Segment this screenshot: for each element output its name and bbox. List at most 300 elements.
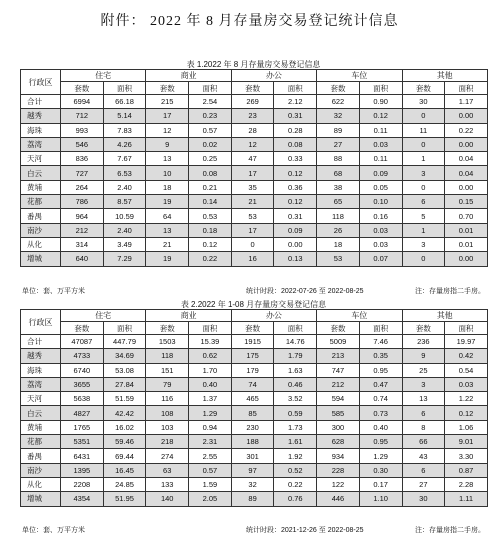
subheader-cell: 面积 [359, 82, 402, 95]
value-cell: 0.31 [274, 209, 317, 223]
group-header-cell: 商业 [146, 70, 231, 82]
district-cell: 黄埔 [21, 420, 61, 434]
value-cell: 0.70 [445, 209, 488, 223]
value-cell: 0.40 [189, 377, 232, 391]
value-cell: 1915 [231, 335, 274, 349]
value-cell: 13 [146, 152, 189, 166]
value-cell: 7.67 [103, 152, 146, 166]
value-cell: 47 [231, 152, 274, 166]
value-cell: 0.03 [359, 223, 402, 237]
value-cell: 0.23 [189, 109, 232, 123]
value-cell: 53 [317, 252, 360, 266]
value-cell: 546 [61, 137, 104, 151]
value-cell: 0 [402, 252, 445, 266]
value-cell: 0.03 [445, 377, 488, 391]
value-cell: 10.59 [103, 209, 146, 223]
value-cell: 727 [61, 166, 104, 180]
group-header-cell: 其他 [402, 310, 487, 322]
value-cell: 59.46 [103, 435, 146, 449]
value-cell: 0.46 [274, 377, 317, 391]
district-cell: 荔湾 [21, 137, 61, 151]
value-cell: 0.21 [189, 180, 232, 194]
value-cell: 7.46 [359, 335, 402, 349]
value-cell: 712 [61, 109, 104, 123]
value-cell: 42.42 [103, 406, 146, 420]
table-1-period: 统计时段：2022-07-26 至 2022-08-25 [246, 288, 364, 295]
value-cell: 69.44 [103, 449, 146, 463]
value-cell: 465 [231, 392, 274, 406]
value-cell: 9.01 [445, 435, 488, 449]
value-cell: 0.12 [274, 195, 317, 209]
district-cell: 从化 [21, 237, 61, 251]
district-cell: 番禺 [21, 449, 61, 463]
value-cell: 43 [402, 449, 445, 463]
subheader-cell: 面积 [445, 82, 488, 95]
value-cell: 0.17 [359, 477, 402, 491]
value-cell: 0.40 [359, 420, 402, 434]
value-cell: 640 [61, 252, 104, 266]
value-cell: 0.11 [359, 123, 402, 137]
table-row [21, 252, 488, 266]
value-cell: 11 [402, 123, 445, 137]
value-cell: 0.47 [359, 377, 402, 391]
value-cell: 34.69 [103, 349, 146, 363]
value-cell: 64 [146, 209, 189, 223]
value-cell: 0.16 [359, 209, 402, 223]
table-row [21, 180, 488, 194]
value-cell: 264 [61, 180, 104, 194]
value-cell: 0.57 [189, 123, 232, 137]
subheader-cell: 套数 [61, 322, 104, 335]
value-cell: 3 [402, 166, 445, 180]
value-cell: 118 [146, 349, 189, 363]
value-cell: 18 [317, 237, 360, 251]
value-cell: 1.59 [189, 477, 232, 491]
table-row [21, 463, 488, 477]
value-cell: 2208 [61, 477, 104, 491]
value-cell: 8 [402, 420, 445, 434]
value-cell: 66 [402, 435, 445, 449]
table-1-title: 表 1.2022 年 8 月存量房交易登记信息 [186, 60, 321, 69]
value-cell: 212 [317, 377, 360, 391]
table-row [21, 492, 488, 506]
value-cell: 1395 [61, 463, 104, 477]
value-cell: 0.11 [359, 152, 402, 166]
value-cell: 4733 [61, 349, 104, 363]
value-cell: 1.22 [445, 392, 488, 406]
value-cell: 88 [317, 152, 360, 166]
value-cell: 0.08 [274, 137, 317, 151]
table-1 [20, 69, 488, 267]
value-cell: 21 [146, 237, 189, 251]
value-cell: 0.02 [189, 137, 232, 151]
value-cell: 1.29 [189, 406, 232, 420]
value-cell: 0.12 [189, 237, 232, 251]
value-cell: 2.12 [274, 95, 317, 109]
value-cell: 27 [402, 477, 445, 491]
subheader-cell: 面积 [189, 82, 232, 95]
value-cell: 32 [231, 477, 274, 491]
subheader-cell: 面积 [189, 322, 232, 335]
value-cell: 0.33 [274, 152, 317, 166]
table-row [21, 363, 488, 377]
value-cell: 53 [231, 209, 274, 223]
value-cell: 0.76 [274, 492, 317, 506]
value-cell: 269 [231, 95, 274, 109]
value-cell: 6740 [61, 363, 104, 377]
value-cell: 0.52 [274, 463, 317, 477]
value-cell: 1.92 [274, 449, 317, 463]
value-cell: 934 [317, 449, 360, 463]
district-cell: 合计 [21, 95, 61, 109]
table-2-period: 统计时段：2021-12-26 至 2022-08-25 [246, 527, 364, 534]
table-2 [20, 309, 488, 507]
value-cell: 108 [146, 406, 189, 420]
value-cell: 0.12 [274, 166, 317, 180]
value-cell: 274 [146, 449, 189, 463]
value-cell: 17 [146, 109, 189, 123]
value-cell: 0.74 [359, 392, 402, 406]
value-cell: 151 [146, 363, 189, 377]
value-cell: 0.15 [445, 195, 488, 209]
value-cell: 212 [61, 223, 104, 237]
group-header-cell: 办公 [231, 310, 316, 322]
value-cell: 19 [146, 252, 189, 266]
district-cell: 越秀 [21, 109, 61, 123]
value-cell: 0.42 [445, 349, 488, 363]
value-cell: 12 [231, 137, 274, 151]
value-cell: 51.95 [103, 492, 146, 506]
value-cell: 0.90 [359, 95, 402, 109]
value-cell: 0.59 [274, 406, 317, 420]
value-cell: 628 [317, 435, 360, 449]
value-cell: 9 [402, 349, 445, 363]
value-cell: 2.05 [189, 492, 232, 506]
table-row [21, 335, 488, 349]
value-cell: 836 [61, 152, 104, 166]
value-cell: 65 [317, 195, 360, 209]
value-cell: 314 [61, 237, 104, 251]
table-row [21, 392, 488, 406]
value-cell: 1.73 [274, 420, 317, 434]
value-cell: 2.54 [189, 95, 232, 109]
value-cell: 15.39 [189, 335, 232, 349]
value-cell: 63 [146, 463, 189, 477]
value-cell: 3 [402, 237, 445, 251]
value-cell: 0.00 [445, 137, 488, 151]
value-cell: 0.00 [274, 237, 317, 251]
table-row [21, 377, 488, 391]
value-cell: 1 [402, 223, 445, 237]
page-title: 附件： 2022 年 8 月存量房交易登记统计信息 [100, 14, 399, 29]
district-cell: 南沙 [21, 463, 61, 477]
value-cell: 447.79 [103, 335, 146, 349]
table-2-title: 表 2.2022 年 1-08 月存量房交易登记信息 [180, 300, 327, 309]
value-cell: 2.28 [445, 477, 488, 491]
value-cell: 53.08 [103, 363, 146, 377]
table-2-unit: 单位：套、万平方米 [22, 527, 85, 534]
value-cell: 993 [61, 123, 104, 137]
value-cell: 2.55 [189, 449, 232, 463]
value-cell: 1.10 [359, 492, 402, 506]
value-cell: 16 [231, 252, 274, 266]
value-cell: 747 [317, 363, 360, 377]
subheader-cell: 面积 [359, 322, 402, 335]
value-cell: 27.84 [103, 377, 146, 391]
value-cell: 30 [402, 95, 445, 109]
table-row [21, 109, 488, 123]
table-row [21, 166, 488, 180]
table-row [21, 137, 488, 151]
district-cell: 天河 [21, 152, 61, 166]
district-cell: 增城 [21, 492, 61, 506]
subheader-cell: 套数 [317, 82, 360, 95]
table-row [21, 237, 488, 251]
value-cell: 5.14 [103, 109, 146, 123]
value-cell: 74 [231, 377, 274, 391]
value-cell: 17 [231, 223, 274, 237]
value-cell: 0.36 [274, 180, 317, 194]
value-cell: 4354 [61, 492, 104, 506]
district-cell: 海珠 [21, 363, 61, 377]
value-cell: 7.83 [103, 123, 146, 137]
value-cell: 0 [231, 237, 274, 251]
value-cell: 230 [231, 420, 274, 434]
district-cell: 南沙 [21, 223, 61, 237]
value-cell: 140 [146, 492, 189, 506]
value-cell: 0.12 [445, 406, 488, 420]
value-cell: 0.30 [359, 463, 402, 477]
table-row [21, 209, 488, 223]
table-row [21, 435, 488, 449]
table-row [21, 152, 488, 166]
table-2-note: 注：存量房指二手房。 [415, 527, 485, 534]
value-cell: 0.05 [359, 180, 402, 194]
value-cell: 0.31 [274, 109, 317, 123]
value-cell: 51.59 [103, 392, 146, 406]
value-cell: 6 [402, 406, 445, 420]
table-row [21, 477, 488, 491]
header-row [21, 310, 488, 322]
value-cell: 1.37 [189, 392, 232, 406]
value-cell: 215 [146, 95, 189, 109]
value-cell: 0 [402, 180, 445, 194]
value-cell: 13 [146, 223, 189, 237]
value-cell: 0.94 [189, 420, 232, 434]
value-cell: 213 [317, 349, 360, 363]
value-cell: 5638 [61, 392, 104, 406]
value-cell: 0.22 [445, 123, 488, 137]
table-row [21, 349, 488, 363]
value-cell: 85 [231, 406, 274, 420]
value-cell: 3 [402, 377, 445, 391]
value-cell: 32 [317, 109, 360, 123]
value-cell: 13 [402, 392, 445, 406]
value-cell: 27 [317, 137, 360, 151]
value-cell: 66.18 [103, 95, 146, 109]
value-cell: 1.79 [274, 349, 317, 363]
value-cell: 1.06 [445, 420, 488, 434]
value-cell: 1.63 [274, 363, 317, 377]
value-cell: 0.03 [359, 137, 402, 151]
value-cell: 1.17 [445, 95, 488, 109]
table-row [21, 195, 488, 209]
district-cell: 白云 [21, 406, 61, 420]
value-cell: 68 [317, 166, 360, 180]
subheader-cell: 面积 [445, 322, 488, 335]
district-cell: 黄埔 [21, 180, 61, 194]
value-cell: 0.62 [189, 349, 232, 363]
value-cell: 0.07 [359, 252, 402, 266]
district-cell: 荔湾 [21, 377, 61, 391]
table-row [21, 449, 488, 463]
table-1-note: 注：存量房指二手房。 [415, 288, 485, 295]
subheader-cell: 套数 [146, 322, 189, 335]
value-cell: 0.04 [445, 152, 488, 166]
value-cell: 6.53 [103, 166, 146, 180]
value-cell: 0.73 [359, 406, 402, 420]
value-cell: 16.02 [103, 420, 146, 434]
value-cell: 0.08 [189, 166, 232, 180]
subheader-cell: 套数 [61, 82, 104, 95]
value-cell: 16.45 [103, 463, 146, 477]
value-cell: 0.18 [189, 223, 232, 237]
value-cell: 24.85 [103, 477, 146, 491]
value-cell: 79 [146, 377, 189, 391]
value-cell: 300 [317, 420, 360, 434]
district-cell: 白云 [21, 166, 61, 180]
district-cell: 海珠 [21, 123, 61, 137]
value-cell: 0.87 [445, 463, 488, 477]
value-cell: 228 [317, 463, 360, 477]
value-cell: 0 [402, 109, 445, 123]
group-header-cell: 其他 [402, 70, 487, 82]
value-cell: 14.76 [274, 335, 317, 349]
subheader-cell: 套数 [402, 82, 445, 95]
district-cell: 花都 [21, 195, 61, 209]
table-row [21, 123, 488, 137]
value-cell: 0.13 [274, 252, 317, 266]
value-cell: 18 [146, 180, 189, 194]
row-header-cell: 行政区 [21, 70, 61, 95]
value-cell: 0.00 [445, 180, 488, 194]
value-cell: 7.29 [103, 252, 146, 266]
value-cell: 6431 [61, 449, 104, 463]
value-cell: 19.97 [445, 335, 488, 349]
group-header-cell: 住宅 [61, 310, 146, 322]
value-cell: 4.26 [103, 137, 146, 151]
subheader-cell: 套数 [231, 322, 274, 335]
value-cell: 6 [402, 463, 445, 477]
table-row [21, 95, 488, 109]
value-cell: 622 [317, 95, 360, 109]
value-cell: 133 [146, 477, 189, 491]
header-row [21, 70, 488, 82]
value-cell: 0.00 [445, 109, 488, 123]
value-cell: 0.09 [274, 223, 317, 237]
group-header-cell: 住宅 [61, 70, 146, 82]
value-cell: 0.09 [359, 166, 402, 180]
value-cell: 786 [61, 195, 104, 209]
value-cell: 0.25 [189, 152, 232, 166]
group-header-cell: 车位 [317, 70, 402, 82]
value-cell: 19 [146, 195, 189, 209]
value-cell: 21 [231, 195, 274, 209]
subheader-cell: 面积 [274, 322, 317, 335]
value-cell: 1765 [61, 420, 104, 434]
value-cell: 0.12 [359, 109, 402, 123]
value-cell: 35 [231, 180, 274, 194]
value-cell: 0.22 [274, 477, 317, 491]
value-cell: 5 [402, 209, 445, 223]
subheader-cell: 面积 [274, 82, 317, 95]
value-cell: 0.28 [274, 123, 317, 137]
value-cell: 28 [231, 123, 274, 137]
value-cell: 89 [317, 123, 360, 137]
value-cell: 2.40 [103, 223, 146, 237]
value-cell: 301 [231, 449, 274, 463]
group-header-cell: 商业 [146, 310, 231, 322]
table-row [21, 406, 488, 420]
value-cell: 175 [231, 349, 274, 363]
value-cell: 0.03 [359, 237, 402, 251]
table-row [21, 420, 488, 434]
value-cell: 2.31 [189, 435, 232, 449]
subheader-cell: 套数 [402, 322, 445, 335]
value-cell: 26 [317, 223, 360, 237]
value-cell: 25 [402, 363, 445, 377]
value-cell: 0.95 [359, 363, 402, 377]
value-cell: 0.95 [359, 435, 402, 449]
value-cell: 1.70 [189, 363, 232, 377]
subheader-cell: 套数 [146, 82, 189, 95]
value-cell: 3.49 [103, 237, 146, 251]
value-cell: 1 [402, 152, 445, 166]
value-cell: 0 [402, 137, 445, 151]
value-cell: 218 [146, 435, 189, 449]
district-cell: 番禺 [21, 209, 61, 223]
subheader-cell: 套数 [231, 82, 274, 95]
value-cell: 1.29 [359, 449, 402, 463]
district-cell: 越秀 [21, 349, 61, 363]
value-cell: 1.11 [445, 492, 488, 506]
value-cell: 0.01 [445, 223, 488, 237]
value-cell: 10 [146, 166, 189, 180]
value-cell: 585 [317, 406, 360, 420]
value-cell: 2.40 [103, 180, 146, 194]
value-cell: 103 [146, 420, 189, 434]
value-cell: 1.61 [274, 435, 317, 449]
value-cell: 0.00 [445, 252, 488, 266]
subheader-cell: 面积 [103, 322, 146, 335]
row-header-cell: 行政区 [21, 310, 61, 335]
value-cell: 4827 [61, 406, 104, 420]
value-cell: 0.01 [445, 237, 488, 251]
value-cell: 446 [317, 492, 360, 506]
subheader-row [21, 82, 488, 95]
district-cell: 天河 [21, 392, 61, 406]
value-cell: 0.57 [189, 463, 232, 477]
value-cell: 89 [231, 492, 274, 506]
value-cell: 38 [317, 180, 360, 194]
group-header-cell: 车位 [317, 310, 402, 322]
value-cell: 179 [231, 363, 274, 377]
value-cell: 1503 [146, 335, 189, 349]
district-cell: 合计 [21, 335, 61, 349]
district-cell: 从化 [21, 477, 61, 491]
table-1-unit: 单位：套、万平方米 [22, 288, 85, 295]
value-cell: 0.14 [189, 195, 232, 209]
